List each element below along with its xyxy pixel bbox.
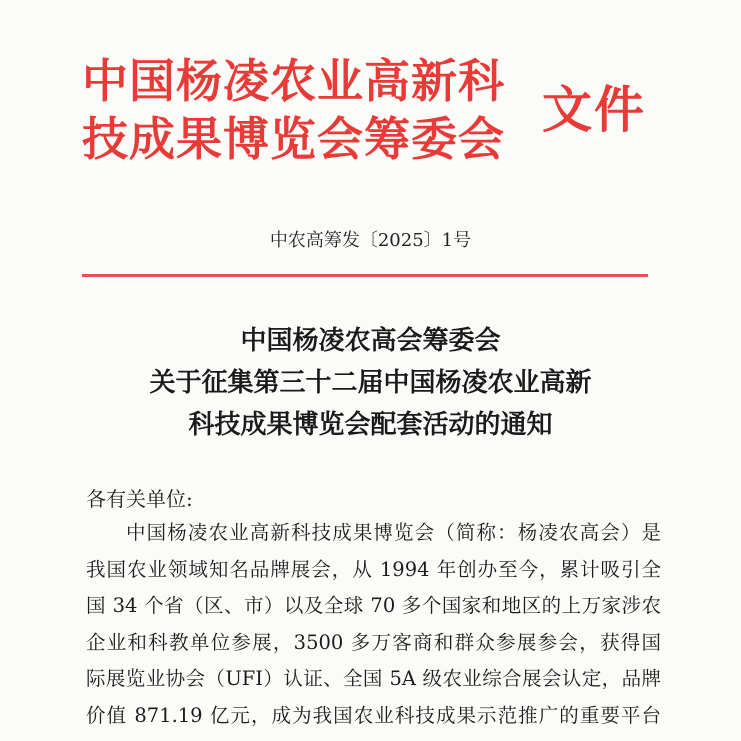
document-red-header — [82, 52, 682, 172]
body-line: 国 34 个省（区、市）以及全球 70 多个国家和地区的上万家涉农 — [86, 594, 661, 617]
body-line: 价值 871.19 亿元，成为我国农业科技成果示范推广的重要平台 — [86, 703, 661, 727]
notice-title — [0, 320, 741, 446]
body-line: 际展览业协会（UFI）认证、全国 5A 级农业综合展会认定，品牌 — [86, 667, 661, 690]
body-line: 企业和科教单位参展，3500 多万客商和群众参展参会，获得国 — [86, 630, 661, 654]
header-org-line-2: 技成果博览会筹委会 — [82, 112, 505, 166]
header-org-line-1: 中国杨凌农业高新科 — [82, 54, 505, 108]
title-line-1: 中国杨凌农高会筹委会 — [240, 326, 501, 356]
header-document-suffix: 文件 — [542, 81, 646, 139]
document-number: 中农高筹发〔2025〕1号 — [269, 230, 472, 251]
body-paragraph — [86, 515, 661, 734]
salutation: 各有关单位: — [86, 487, 193, 511]
body-line: 中国杨凌农业高新科技成果博览会（简称：杨凌农高会）是 — [126, 521, 661, 544]
title-line-3: 科技成果博览会配套活动的通知 — [188, 410, 553, 440]
red-divider-line — [82, 274, 648, 277]
header-organization-name — [82, 52, 542, 168]
title-line-2: 关于征集第三十二届中国杨凌农业高新 — [149, 368, 592, 398]
body-line: 我国农业领域知名品牌展会，从 1994 年创办至今，累计吸引全 — [86, 557, 661, 581]
